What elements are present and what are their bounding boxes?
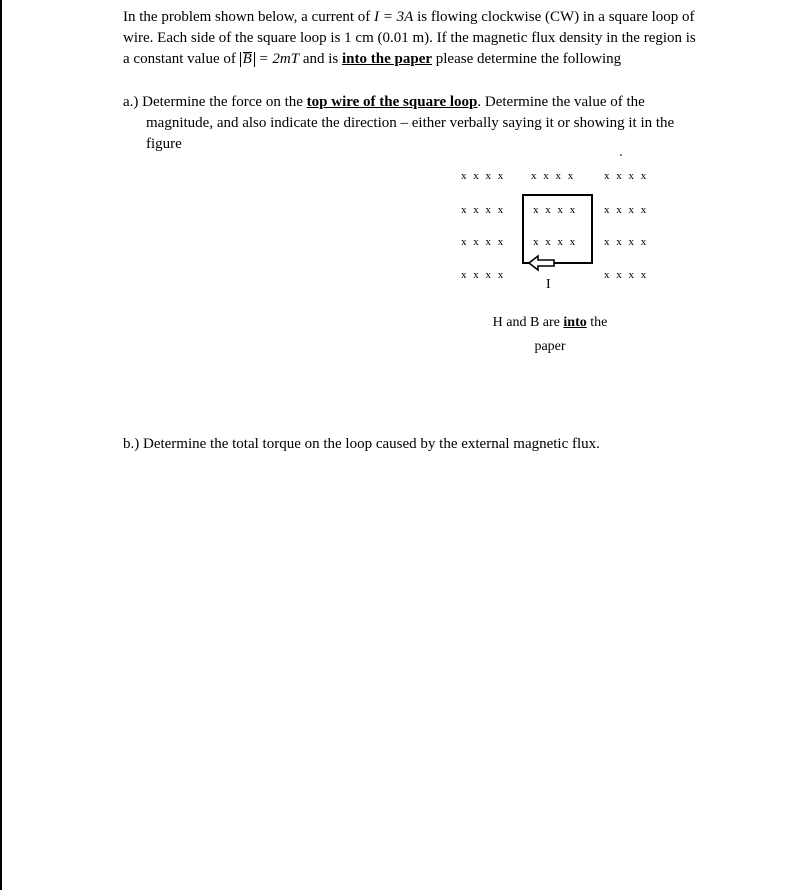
caption-text-1: H and B are [492, 315, 564, 330]
current-label: I [546, 277, 551, 292]
stray-dot [620, 154, 622, 156]
intro-text-3: a constant value of [123, 51, 240, 67]
figure-caption [477, 311, 623, 359]
field-x-row-3-middle: x x x x [533, 236, 578, 248]
field-x-row-4-left: x x x x [461, 269, 506, 281]
part-a-line-3: figure [146, 136, 182, 152]
field-x-row-2-left: x x x x [461, 204, 506, 216]
page-left-edge [0, 0, 2, 890]
intro-line-3 [123, 49, 696, 70]
top-wire-emphasis: top wire of the square loop [306, 94, 478, 110]
field-x-row-3-right: x x x x [604, 236, 649, 248]
field-x-row-3-left: x x x x [461, 236, 506, 248]
field-x-row-4-right: x x x x [604, 269, 649, 281]
b-symbol: B [242, 51, 252, 67]
vector-bar [243, 52, 252, 53]
intro-line-2: wire. Each side of the square loop is 1 cm (0.01 m). If the magnetic flux density in the region is [123, 30, 696, 46]
part-a-line-1 [123, 92, 674, 113]
part-b-question: b.) Determine the total torque on the loop caused by the external magnetic flux. [123, 436, 600, 452]
intro-text-2: is flowing clockwise (CW) in a square loop of [413, 9, 695, 25]
field-x-row-1-left: x x x x [461, 170, 506, 182]
field-x-row-1-right: x x x x [604, 170, 649, 182]
part-a-line-2: magnitude, and also indicate the direction – either verbally saying it or showing it in the [146, 115, 675, 131]
into-paper-emphasis: into the paper [342, 51, 433, 67]
intro-text-1: In the problem shown below, a current of [123, 9, 375, 25]
caption-into-emphasis: into [563, 315, 587, 330]
field-x-row-2-right: x x x x [604, 204, 649, 216]
current-equation: I = 3A [374, 9, 414, 25]
caption-text-2: the [586, 315, 608, 330]
part-a-text-2: . Determine the value of the [477, 94, 645, 110]
caption-line-2: paper [534, 339, 566, 354]
intro-line-1 [123, 7, 696, 28]
part-a-question [123, 92, 674, 155]
b-magnitude [240, 52, 255, 67]
b-equation: = 2mT [254, 51, 300, 67]
intro-text-5: please determine the following [432, 51, 622, 67]
intro-paragraph [123, 7, 696, 70]
intro-text-4: and is [299, 51, 343, 67]
field-x-row-1-middle: x x x x [531, 170, 576, 182]
current-direction-arrow-icon [528, 253, 558, 273]
part-a-text-1: a.) Determine the force on the [123, 94, 307, 110]
caption-line-1 [477, 311, 623, 335]
field-x-row-2-middle: x x x x [533, 204, 578, 216]
